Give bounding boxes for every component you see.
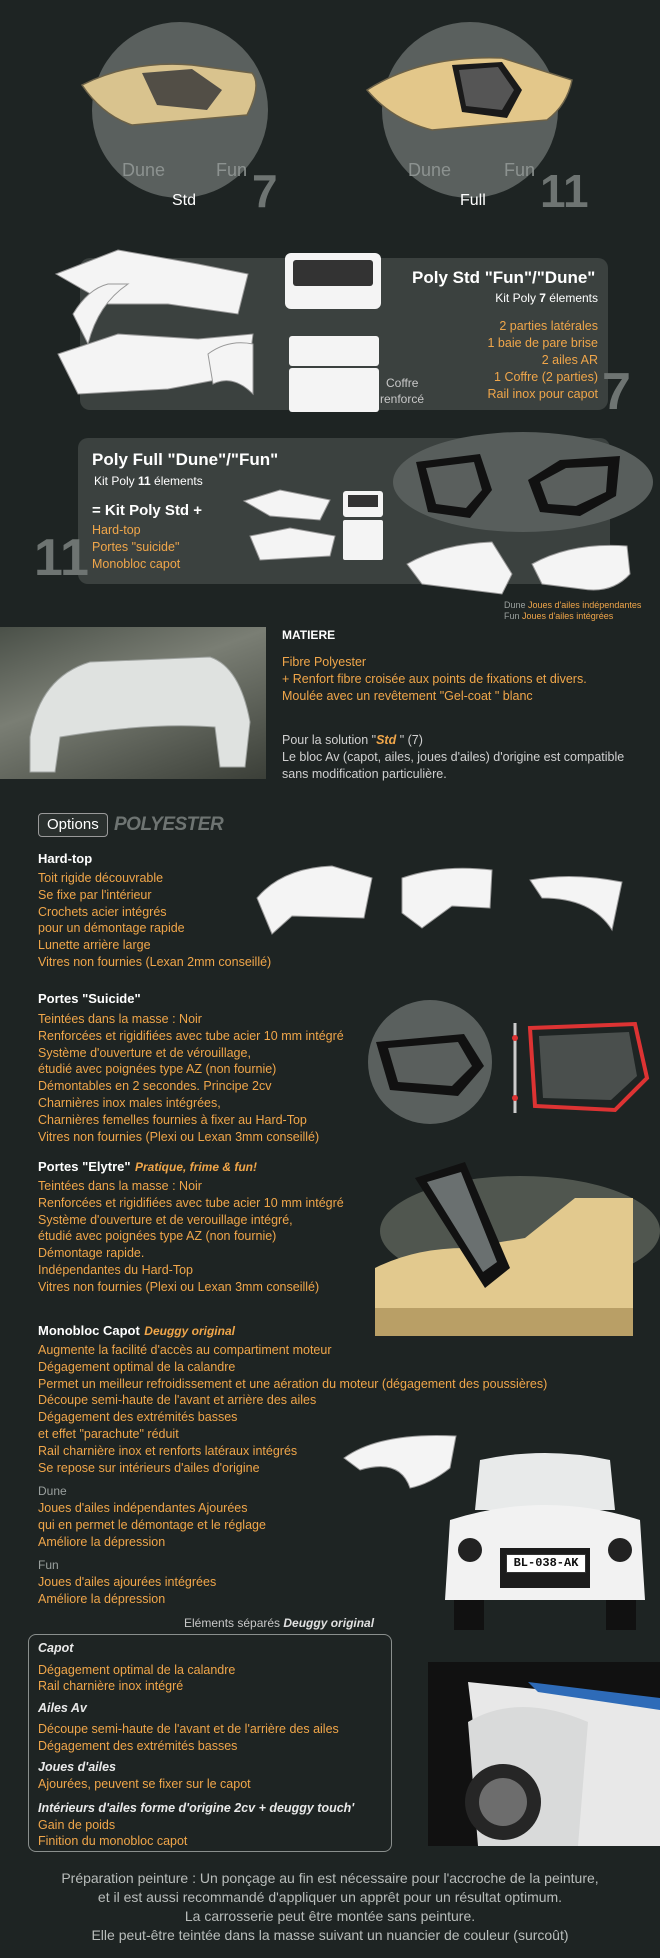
footer-text bbox=[0, 1869, 660, 1945]
capot-title: Capot bbox=[38, 1641, 74, 1655]
poly-full-eq: = Kit Poly Std + bbox=[92, 502, 203, 519]
text-line: Teintées dans la masse : Noir bbox=[38, 1012, 202, 1026]
text-line: Améliore la dépression bbox=[38, 1591, 166, 1606]
poly-full-title: Poly Full "Dune"/"Fun" bbox=[92, 450, 279, 469]
windscreen-frame bbox=[285, 253, 381, 309]
poly-full-note bbox=[504, 600, 641, 622]
text-line: Vitres non fournies (Lexan 2mm conseillé) bbox=[38, 954, 272, 969]
text-line: pour un démontage rapide bbox=[38, 921, 185, 936]
list-item: Hard-top bbox=[92, 523, 141, 537]
list-item: 2 parties latérales bbox=[499, 319, 598, 333]
hardtop-lines bbox=[38, 870, 271, 971]
license-plate: BL-038-AK bbox=[506, 1554, 586, 1573]
text-line: Joues d'ailes indépendantes Ajourées bbox=[38, 1501, 248, 1515]
note-dune-key: Dune bbox=[504, 600, 526, 610]
text-line: qui en permet le démontage et le réglage bbox=[38, 1517, 266, 1532]
text-line: Se repose sur intérieurs d'ailes d'origine bbox=[38, 1460, 260, 1475]
suicide-door-illustration bbox=[372, 1030, 492, 1100]
elytre-tagline: Pratique, frime & fun! bbox=[134, 1160, 257, 1174]
elytre-title-text: Portes "Elytre" bbox=[38, 1159, 131, 1174]
subtitle-prefix: Kit Poly bbox=[495, 291, 540, 305]
elytre-title bbox=[38, 1158, 257, 1176]
subtitle-num: 11 bbox=[138, 474, 151, 488]
text-line: Joues d'ailes ajourées intégrées bbox=[38, 1575, 217, 1589]
separes-brand: Deuggy original bbox=[283, 1616, 375, 1630]
monobloc-title bbox=[38, 1322, 235, 1340]
text-line: Vitres non fournies (Plexi ou Lexan 3mm conseillé) bbox=[38, 1129, 320, 1144]
note-fun-val: Joues d'ailes intégrées bbox=[522, 611, 614, 621]
text-line: Ajourées, peuvent se fixer sur le capot bbox=[38, 1776, 251, 1791]
list-item: Monobloc capot bbox=[92, 557, 181, 571]
options-badge bbox=[38, 813, 108, 837]
list-item: 2 ailes AR bbox=[541, 353, 598, 367]
text-line: Dégagement des extrémités basses bbox=[38, 1410, 238, 1425]
suicide-lines bbox=[38, 1011, 344, 1145]
options-badge-label: Options bbox=[47, 816, 99, 833]
text-line: Dégagement optimal de la calandre bbox=[38, 1662, 236, 1677]
poly-std-subtitle bbox=[495, 291, 598, 305]
elytre-photo bbox=[375, 1158, 633, 1336]
subtitle-suffix: élements bbox=[150, 474, 203, 488]
separes-content bbox=[38, 1640, 354, 1850]
poly-std-items bbox=[488, 318, 599, 403]
std-fun-label: Fun bbox=[216, 160, 248, 180]
car-side-photo bbox=[428, 1662, 660, 1846]
text-line: Rail charnière inox et renforts latéraux intégrés bbox=[38, 1443, 298, 1458]
text-line: Charnières inox males intégrées, bbox=[38, 1095, 221, 1110]
full-fun-label: Fun bbox=[504, 160, 536, 180]
subtitle-suffix: élements bbox=[545, 291, 598, 305]
std-word: Std bbox=[376, 733, 397, 747]
options-polyester-word: POLYESTER bbox=[114, 814, 224, 835]
suicide-frame-illustration bbox=[505, 1018, 650, 1118]
dune-label: Dune bbox=[38, 1484, 67, 1498]
hardtop-photo bbox=[0, 627, 266, 779]
elytre-lines bbox=[38, 1178, 344, 1296]
text-line: Démontables en 2 secondes. Principe 2cv bbox=[38, 1079, 272, 1094]
dune-lines bbox=[38, 1500, 266, 1550]
poly-full-items bbox=[92, 522, 180, 573]
full-mini-windscreen bbox=[343, 491, 383, 517]
text-line: Rail charnière inox intégré bbox=[38, 1679, 184, 1693]
text-line: Indépendantes du Hard-Top bbox=[38, 1262, 193, 1277]
matiere-lines bbox=[282, 654, 587, 704]
separes-prefix: Eléments séparés bbox=[184, 1616, 284, 1630]
car-front-photo bbox=[440, 1450, 650, 1635]
poly-full-subtitle bbox=[94, 474, 203, 488]
text-line: et effet "parachute" réduit bbox=[38, 1426, 179, 1441]
std-number: 7 bbox=[252, 165, 278, 217]
full-body-illustration bbox=[362, 50, 582, 140]
monobloc-title-text: Monobloc Capot bbox=[38, 1323, 140, 1338]
text-line: Renforcées et rigidifiées avec tube acier 10 mm intégré bbox=[38, 1028, 344, 1043]
full-parts-illustration bbox=[402, 534, 642, 604]
coffre-label-2: renforcé bbox=[380, 392, 425, 406]
list-item: Portes "suicide" bbox=[92, 540, 180, 554]
std-body-illustration bbox=[72, 55, 272, 135]
matiere-title: MATIERE bbox=[282, 628, 336, 642]
hardtop-title: Hard-top bbox=[38, 851, 93, 866]
full-mini-parts-illustration bbox=[240, 486, 340, 566]
list-item: Rail inox pour capot bbox=[487, 387, 598, 401]
text-line: sans modification particulière. bbox=[282, 766, 447, 781]
text-line: Toit rigide découvrable bbox=[38, 871, 164, 885]
list-item: 1 baie de pare brise bbox=[487, 336, 598, 350]
text-line: Découpe semi-haute de l'avant et de l'arrière des ailes bbox=[38, 1722, 339, 1736]
text-line: Améliore la dépression bbox=[38, 1534, 166, 1549]
text-line: Charnières femelles fournies à fixer au Hard-Top bbox=[38, 1112, 307, 1127]
text-line: Découpe semi-haute de l'avant et arrière des ailes bbox=[38, 1393, 317, 1408]
std-side-parts-illustration bbox=[48, 244, 268, 404]
text-line: Préparation peinture : Un ponçage au fin est nécessaire pour l'accroche de la peinture, bbox=[61, 1870, 599, 1886]
text-line: La carrosserie peut être montée sans peinture. bbox=[184, 1908, 476, 1924]
text-line: Dégagement des extrémités basses bbox=[38, 1738, 238, 1753]
interieurs-title: Intérieurs d'ailes forme d'origine 2cv + deuggy touch' bbox=[38, 1801, 355, 1815]
ailes-title: Ailes Av bbox=[38, 1700, 87, 1715]
text-line: Augmente la facilité d'accès au compartiment moteur bbox=[38, 1343, 332, 1357]
note-fun-key: Fun bbox=[504, 611, 520, 621]
coffre-upper bbox=[289, 336, 379, 366]
text-line: Crochets acier intégrés bbox=[38, 904, 167, 919]
text-line: Le bloc Av (capot, ailes, joues d'ailes) d'origine est compatible bbox=[282, 749, 625, 764]
text-line: Teintées dans la masse : Noir bbox=[38, 1179, 202, 1193]
full-mini-coffre bbox=[343, 520, 383, 560]
matiere-std-note bbox=[282, 732, 624, 782]
subtitle-prefix: Kit Poly bbox=[94, 474, 139, 488]
text-line: et il est aussi recommandé d'appliquer un apprêt pour un résultat optimum. bbox=[97, 1889, 563, 1905]
text-line: Dégagement optimal de la calandre bbox=[38, 1359, 236, 1374]
full-label: Full bbox=[460, 192, 486, 209]
text-line: Lunette arrière large bbox=[38, 938, 151, 953]
joues-title: Joues d'ailes bbox=[38, 1760, 117, 1774]
poly-std-title: Poly Std "Fun"/"Dune" bbox=[412, 268, 596, 287]
list-item: 1 Coffre (2 parties) bbox=[494, 370, 598, 384]
separes-heading bbox=[184, 1616, 374, 1630]
hardtop-illustrations bbox=[252, 858, 632, 938]
text-line: Elle peut-être teintée dans la masse suivant un nuancier de couleur (surcoût) bbox=[91, 1927, 569, 1943]
coffre-lower bbox=[289, 368, 379, 412]
text-line: étudié avec poignées type AZ (non fournie) bbox=[38, 1229, 277, 1244]
text-line: Système d'ouverture et de vérouillage, bbox=[38, 1045, 251, 1060]
full-number: 11 bbox=[540, 165, 589, 217]
std-suffix: " (7) bbox=[396, 733, 423, 747]
text-line: Fibre Polyester bbox=[282, 655, 367, 669]
fun-label: Fun bbox=[38, 1558, 59, 1572]
text-line: Se fixe par l'intérieur bbox=[38, 887, 152, 902]
text-line: + Renfort fibre croisée aux points de fixations et divers. bbox=[282, 671, 587, 686]
text-line: Système d'ouverture et de verouillage intégré, bbox=[38, 1212, 293, 1227]
note-dune-val: Joues d'ailes indépendantes bbox=[528, 600, 642, 610]
text-line: Moulée avec un revêtement "Gel-coat " blanc bbox=[282, 688, 533, 703]
text-line: Démontage rapide. bbox=[38, 1246, 145, 1261]
text-line: Permet un meilleur refroidissement et une aération du moteur (dégagement des poussières) bbox=[38, 1376, 548, 1391]
text-line: Renforcées et rigidifiées avec tube acier 10 mm intégré bbox=[38, 1195, 344, 1210]
std-dune-label: Dune bbox=[122, 160, 166, 180]
text-line: Vitres non fournies (Plexi ou Lexan 3mm conseillé) bbox=[38, 1279, 320, 1294]
text-line: Gain de poids bbox=[38, 1817, 116, 1832]
text-line: Finition du monobloc capot bbox=[38, 1834, 188, 1848]
suicide-doors-illustration bbox=[410, 450, 640, 530]
fun-lines bbox=[38, 1574, 216, 1608]
monobloc-tagline: Deuggy original bbox=[144, 1324, 235, 1338]
coffre-label-1: Coffre bbox=[386, 376, 419, 390]
std-prefix: Pour la solution " bbox=[282, 733, 377, 747]
text-line: étudié avec poignées type AZ (non fournie) bbox=[38, 1062, 277, 1077]
std-label: Std bbox=[172, 192, 197, 209]
poly-full-big-number: 11 bbox=[34, 529, 89, 587]
suicide-title: Portes "Suicide" bbox=[38, 991, 141, 1006]
poly-std-big-number: 7 bbox=[602, 363, 631, 421]
subtitle-num: 7 bbox=[539, 291, 546, 305]
full-dune-label: Dune bbox=[408, 160, 452, 180]
